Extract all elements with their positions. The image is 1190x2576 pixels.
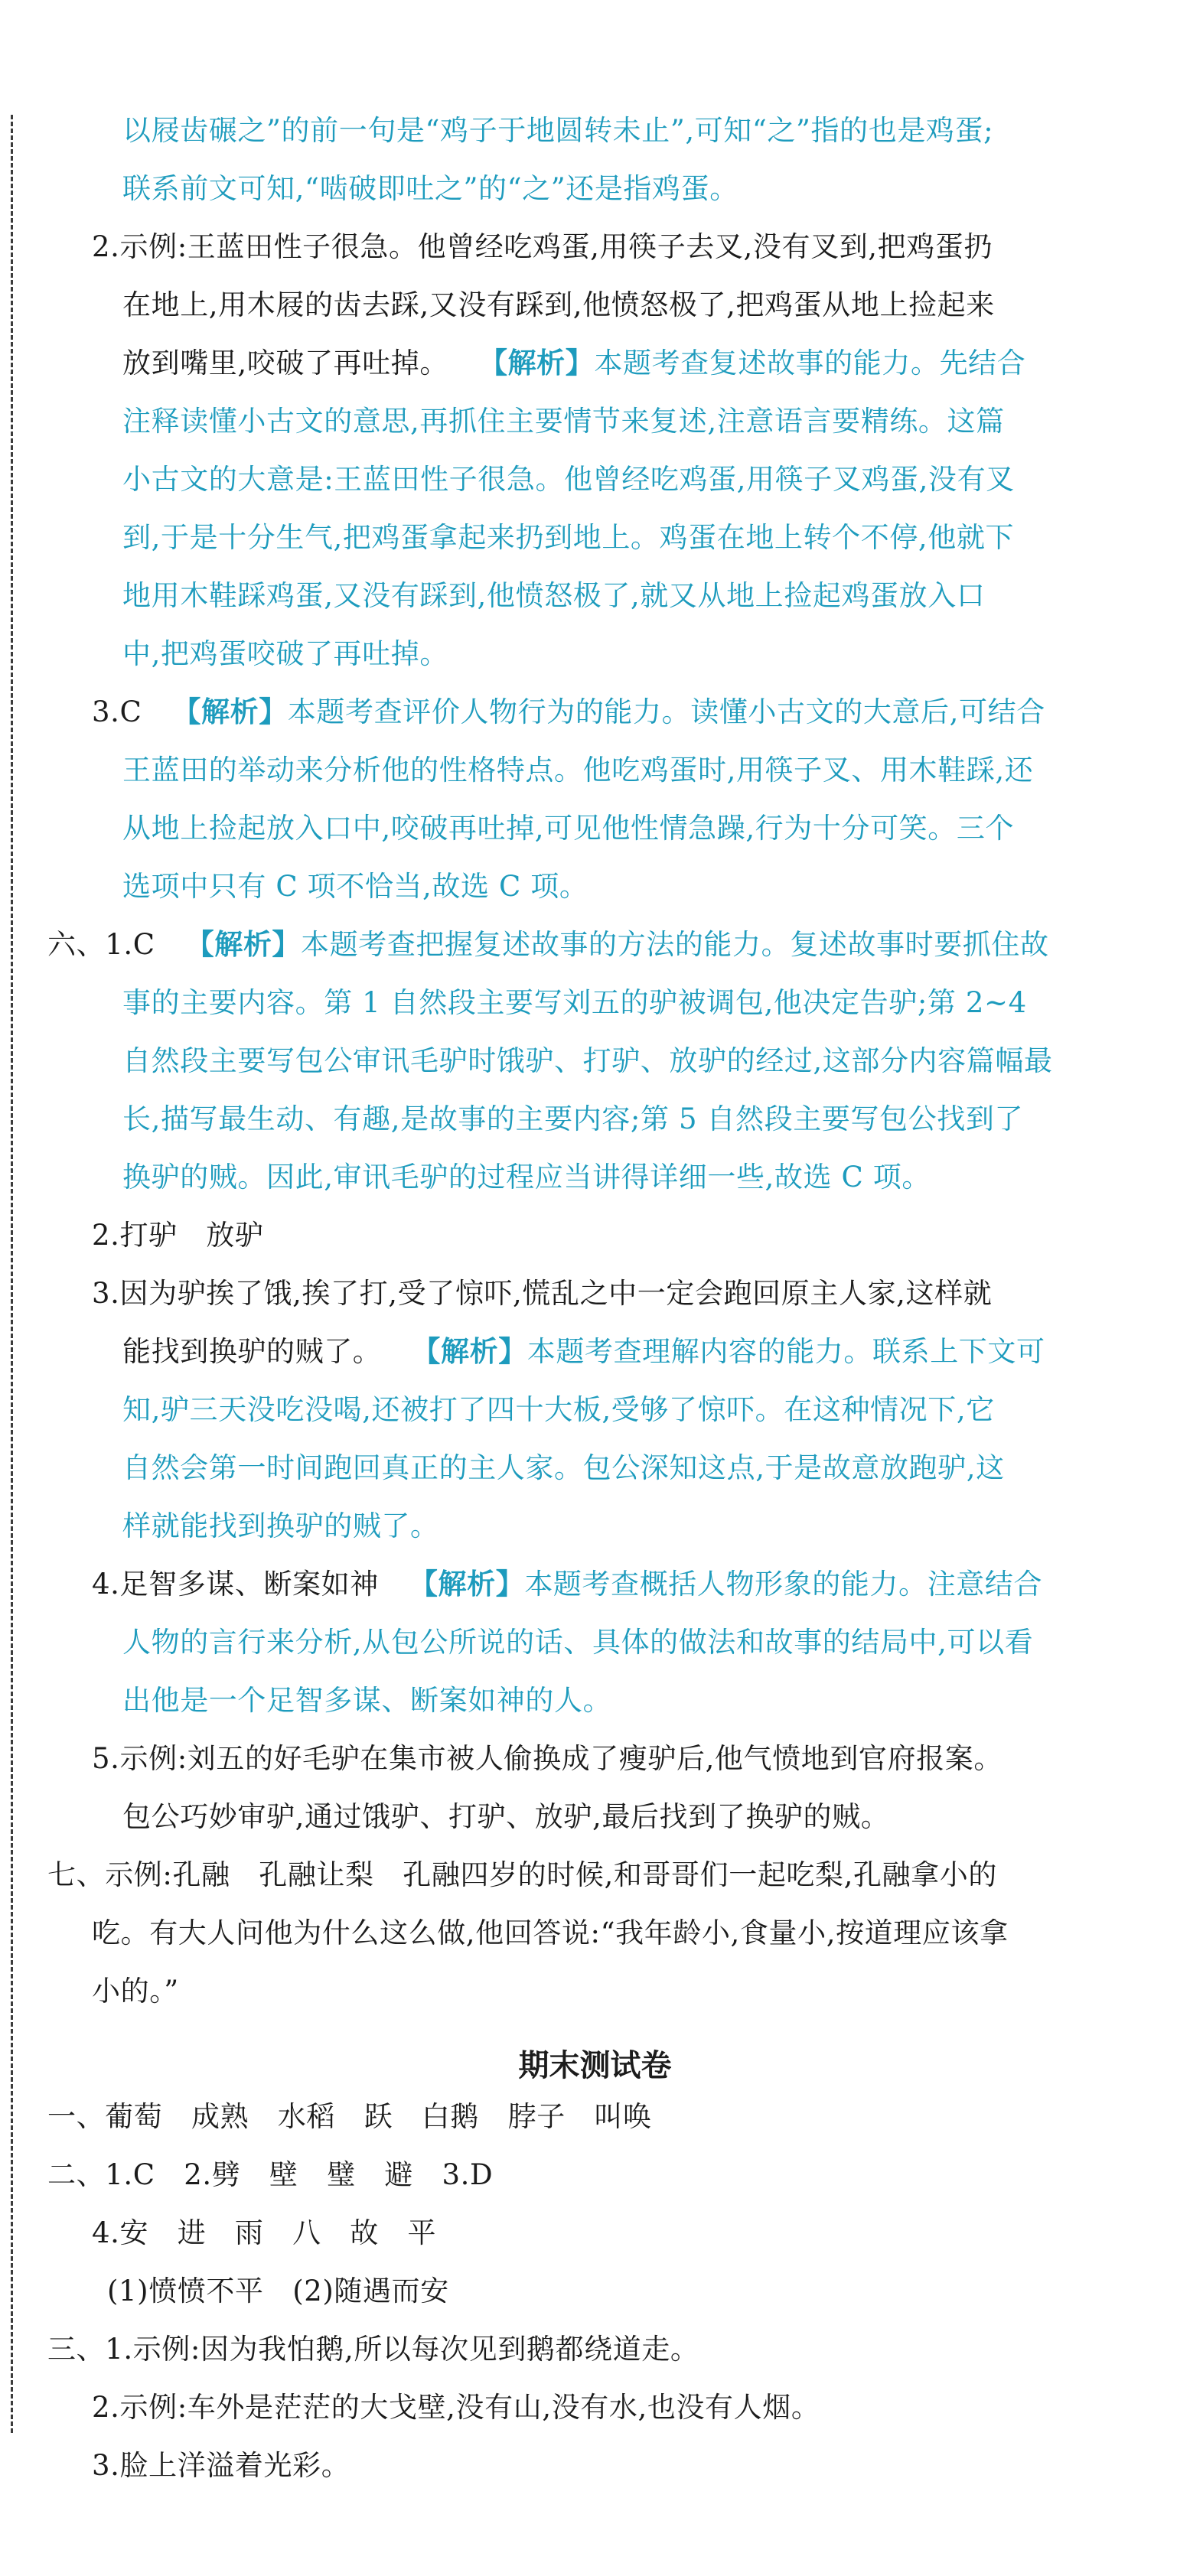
answer-text: 4.足智多谋、断案如神: [92, 1568, 379, 1601]
analysis-tag: 【解析】: [172, 695, 288, 728]
analysis-line: 自然会第一时间跑回真正的主人家。包公深知这点,于是故意放跑驴,这: [122, 1451, 1005, 1484]
analysis-line: 换驴的贼。因此,审讯毛驴的过程应当讲得详细一些,故选 C 项。: [122, 1161, 931, 1194]
analysis-line: 知,驴三天没吃没喝,还被打了四十大板,受够了惊吓。在这种情况下,它: [122, 1393, 995, 1426]
analysis-line: 出他是一个足智多谋、断案如神的人。: [122, 1684, 612, 1717]
analysis-line: 长,描写最生动、有趣,是故事的主要内容;第 5 自然段主要写包公找到了: [122, 1102, 1024, 1135]
answer-line: [47, 927, 1049, 961]
analysis-text: 本题考查评价人物行为的能力。读懂小古文的大意后,可结合: [287, 695, 1045, 728]
answer-line: 吃。有大人问他为什么这么做,他回答说:“我年龄小,食量小,按道理应该拿: [92, 1917, 1009, 1949]
answer-line: 七、示例:孔融 孔融让梨 孔融四岁的时候,和哥哥们一起吃梨,孔融拿小的: [47, 1858, 997, 1891]
analysis-line: 自然段主要写包公审讯毛驴时饿驴、打驴、放驴的经过,这部分内容篇幅最: [122, 1044, 1053, 1077]
exam-answer-line: 二、1.C 2.劈 壁 璧 避 3.D: [47, 2158, 494, 2191]
answer-line: 5.示例:刘五的好毛驴在集市被人偷换成了瘦驴后,他气愤地到官府报案。: [92, 1742, 1003, 1775]
analysis-line: 人物的言行来分析,从包公所说的话、具体的做法和故事的结局中,可以看: [122, 1626, 1034, 1659]
answer-line: 2.打驴 放驴: [92, 1219, 264, 1252]
answer-line: [92, 1567, 1043, 1601]
answer-line: [92, 695, 1045, 728]
exam-answer-line: 三、1.示例:因为我怕鹅,所以每次见到鹅都绕道走。: [47, 2333, 699, 2366]
analysis-tag: 【解析】: [412, 1334, 527, 1368]
analysis-line: 地用木鞋踩鸡蛋,又没有踩到,他愤怒极了,就又从地上捡起鸡蛋放入口: [122, 579, 986, 612]
answer-line: 包公巧妙审驴,通过饿驴、打驴、放驴,最后找到了换驴的贼。: [122, 1800, 890, 1833]
exam-answer-line: 一、葡萄 成熟 水稻 跃 白鹅 脖子 叫唤: [47, 2100, 652, 2133]
analysis-line: 注释读懂小古文的意思,再抓住主要情节来复述,注意语言要精练。这篇: [122, 405, 1005, 438]
answer-line: 小的。”: [92, 1975, 179, 2008]
exam-answer-line: 4.安 进 雨 八 故 平: [92, 2216, 437, 2249]
analysis-text: 本题考查理解内容的能力。联系上下文可: [527, 1335, 1045, 1368]
analysis-text: 本题考查概括人物形象的能力。注意结合: [524, 1568, 1043, 1601]
analysis-text: 本题考查复述故事的能力。先结合: [594, 347, 1026, 379]
answer-line: [122, 1334, 1045, 1368]
answer-text: 能找到换驴的贼了。: [122, 1335, 382, 1368]
analysis-line: 到,于是十分生气,把鸡蛋拿起来扔到地上。鸡蛋在地上转个不停,他就下: [122, 521, 1015, 554]
analysis-tag: 【解析】: [409, 1567, 525, 1601]
section-title: 期末测试卷: [518, 2048, 672, 2083]
exam-answer-line: 2.示例:车外是茫茫的大戈壁,没有山,没有水,也没有人烟。: [92, 2391, 820, 2424]
analysis-line: 小古文的大意是:王蓝田性子很急。他曾经吃鸡蛋,用筷子叉鸡蛋,没有叉: [122, 463, 1015, 496]
answer-line: 3.因为驴挨了饿,挨了打,受了惊吓,慌乱之中一定会跑回原主人家,这样就: [92, 1277, 993, 1310]
fold-dashed-line: [11, 115, 13, 2433]
analysis-line: 选项中只有 C 项不恰当,故选 C 项。: [122, 870, 588, 903]
answer-line: 以屐齿碾之”的前一句是“鸡子于地圆转未止”,可知“之”指的也是鸡蛋;: [122, 114, 994, 147]
answer-line: [122, 346, 1026, 379]
exam-answer-line: 3.脸上洋溢着光彩。: [92, 2449, 350, 2482]
answer-line: 2.示例:王蓝田性子很急。他曾经吃鸡蛋,用筷子去叉,没有叉到,把鸡蛋扔: [92, 230, 993, 263]
exam-answer-line: (1)愤愤不平 (2)随遇而安: [107, 2275, 449, 2307]
analysis-tag: 【解析】: [478, 346, 595, 379]
answer-line: 在地上,用木屐的齿去踩,又没有踩到,他愤怒极了,把鸡蛋从地上捡起来: [122, 288, 995, 321]
answer-line: 联系前文可知,“啮破即吐之”的“之”还是指鸡蛋。: [122, 172, 738, 205]
analysis-tag: 【解析】: [185, 927, 302, 961]
analysis-line: 从地上捡起放入口中,咬破再吐掉,可见他性情急躁,行为十分可笑。三个: [122, 812, 1015, 845]
answer-text: 3.C: [92, 695, 142, 728]
answer-text: 放到嘴里,咬破了再吐掉。: [122, 347, 448, 379]
analysis-line: 样就能找到换驴的贼了。: [122, 1509, 439, 1542]
analysis-line: 中,把鸡蛋咬破了再吐掉。: [122, 637, 448, 670]
answer-text: 六、1.C: [47, 928, 155, 961]
analysis-text: 本题考查把握复述故事的方法的能力。复述故事时要抓住故: [301, 928, 1049, 961]
analysis-line: 事的主要内容。第 1 自然段主要写刘五的驴被调包,他决定告驴;第 2~4: [122, 986, 1027, 1019]
analysis-line: 王蓝田的举动来分析他的性格特点。他吃鸡蛋时,用筷子叉、用木鞋踩,还: [122, 754, 1034, 786]
